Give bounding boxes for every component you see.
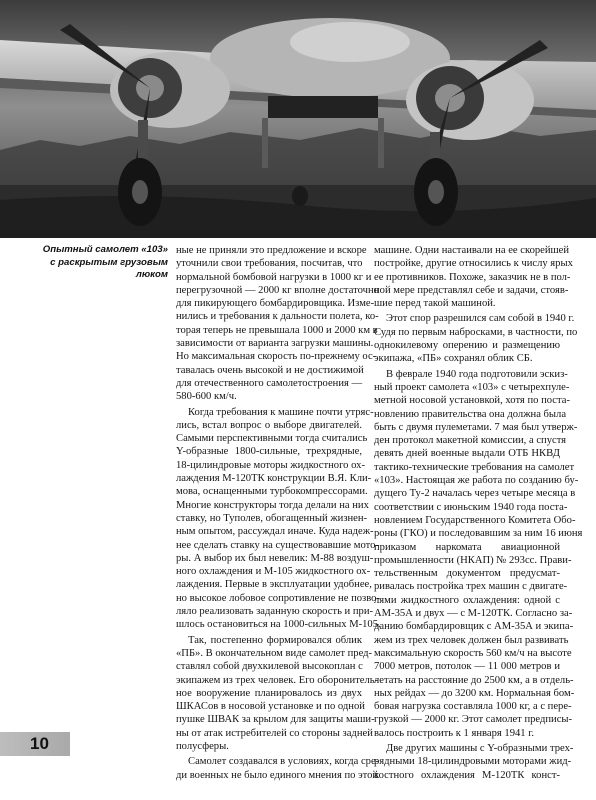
text-line: ного охлаждения и М-105 жидкостного ох- [176, 566, 371, 578]
text-line: метной носовой установкой, хотя по поста- [374, 395, 570, 407]
text-line: постройке, другие относились к числу ярых [374, 258, 573, 270]
text-line: данию бомбардировщик с АМ-35А и экипа- [374, 621, 574, 633]
text-line: ны от атак истребителей со стороны задней [176, 727, 373, 739]
text-line: ное вооружение планировалось из двух [176, 687, 362, 699]
text-line: Самолет создавался в условиях, когда сре- [188, 756, 380, 768]
text-line: летать на расстояние до 2500 км, а в отдель- [374, 674, 574, 686]
text-line: шие перед такой машиной. [374, 298, 496, 310]
text-line: ным опытом, рассуждал иначе. Куда надеж- [176, 526, 374, 538]
text-line: ставлял собой двухкилевой высокоплан с [176, 661, 363, 673]
text-line: роны (ГКО) и последовавшим за ним 16 июня [374, 528, 583, 540]
text-line: грузкой — 2000 кг. Этот самолет предписы- [374, 714, 573, 726]
text-line: жем из трех человек должен был развивать [374, 634, 569, 646]
text-line: Две других машины с Y-образными трех- [386, 742, 574, 754]
text-line: девять дней военные выдали ОТБ НКВД [374, 448, 560, 460]
text-line: ди военных не было единого мнения по этой [176, 769, 379, 781]
text-line: рядными 18-цилиндровыми моторами жид- [374, 756, 572, 768]
text-line: дущего Ту-2 началась через четыре месяца в [374, 488, 576, 500]
text-line: «103». Настоящая же работа по созданию бу- [374, 475, 579, 487]
text-line: ее противников. Похоже, заказчик не в пол- [374, 271, 571, 283]
text-line: Этот спор разрешился сам собой в 1940 г. [386, 313, 575, 325]
text-line: шлось остановиться на 1000-сильных М-105. [176, 619, 381, 631]
text-line: экипажем из трех человек. Его оборонитель- [176, 674, 379, 686]
text-line: Y-образные 1800-сильные, трехрядные, [176, 446, 362, 458]
text-line: тактико-технические требования на самолет [374, 461, 575, 473]
text-line: ривалась постройка трех машин с двигате- [374, 581, 568, 593]
text-line: уточнили свои требования, посчитав, что [176, 258, 363, 270]
text-line: экипажа, «ПБ» сохранял облик СБ. [374, 353, 533, 365]
text-line: нились и требования к дальности полета, ко- [176, 311, 379, 323]
text-line: тавалась очень высокой и не достижимой [176, 364, 364, 376]
text-line: быть с двумя пулеметами. 7 мая был утверж- [374, 421, 578, 433]
text-line: тельственным документом предусмат- [374, 568, 560, 580]
text-line: машине. Одни настаивали на ее скорейшей [374, 245, 570, 256]
text-line: ляло реализовать заданную скорость и при- [176, 606, 374, 618]
caption-line: люком [135, 269, 168, 280]
text-line: мова, оснащенными турбокомпрессорами. [176, 486, 368, 498]
aircraft-illustration [0, 0, 596, 238]
text-line: ные не приняли это предложение и вскоре [176, 245, 367, 256]
caption-line: Опытный самолет «103» [42, 244, 168, 255]
page-number: 10 [30, 734, 49, 753]
text-line: лись, встал вопрос о выборе двигателей. [176, 419, 362, 431]
text-line: костного охлаждения М-120ТК конст- [374, 769, 560, 781]
text-line: однокилевому оперению и размещению [374, 340, 560, 352]
text-line: промышленности (НКАП) № 293сс. Прави- [374, 554, 572, 566]
text-line: новлением Государственного Комитета Обо- [374, 514, 576, 526]
text-line: «ПБ». В окончательном виде самолет пред- [176, 647, 373, 659]
text-line: но высокое лобовое сопротивление не позво- [176, 592, 380, 604]
text-line: 7000 метров, потолок — 11 000 метров и [374, 661, 560, 673]
text-line: Но максимальная скорость по-прежнему ос- [176, 351, 377, 363]
text-line: максимальную скорость 560 км/ч на высоте [374, 647, 572, 659]
text-line: нормальной бомбовой нагрузки в 1000 кг и [176, 271, 372, 283]
text-line: для отечественного самолетостроения — [176, 377, 363, 389]
text-line: лями жидкостного охлаждения: одной с [374, 594, 560, 606]
text-line: пушке ШВАК за крылом для защиты маши- [176, 714, 375, 726]
text-line: ры. А выбор их был невелик: М-88 воздуш- [176, 552, 374, 564]
text-line: для пикирующего бомбардировщика. Изме- [176, 298, 375, 310]
aircraft-photo [0, 0, 596, 238]
text-column-left [176, 244, 381, 782]
text-line: Так, постепенно формировался облик [188, 634, 362, 646]
text-line: Когда требования к машине почти утряс- [188, 406, 374, 418]
text-line: Самыми перспективными тогда считались [176, 433, 368, 445]
text-line: 18-цилиндровые моторы жидкостного ох- [176, 459, 365, 471]
caption-line: с раскрытым грузовым [50, 256, 168, 268]
text-line: перегрузочной — 2000 кг вполне достаточно [176, 284, 379, 296]
text-line: АМ-35А и двух — с М-120ТК. Согласно за- [374, 608, 573, 620]
photo-caption [40, 244, 168, 282]
text-line: зависимости от варианта загрузки машины. [176, 338, 374, 350]
text-line: новлению правительства она должна была [374, 408, 567, 420]
text-line: Судя по первым набросками, в частности, по [374, 326, 578, 338]
text-line: лаждения. Первые в эксплуатации удобнее, [176, 579, 372, 591]
text-line: соответствии с июньским 1940 года поста- [374, 501, 568, 513]
text-line: 580-600 км/ч. [176, 391, 237, 403]
text-line: ный проект самолета «103» с четырехпуле- [374, 381, 570, 393]
text-line: нее сделать ставку на существовавшие мото- [176, 539, 379, 551]
text-line: ных рейдах — до 3200 км. Нормальная бом- [374, 687, 575, 699]
text-line: ставку, но Туполев, обогащенный жизнен- [176, 512, 368, 524]
text-line: Многие конструкторы тогда делали на них [176, 499, 369, 511]
text-line: валось построить к 1 января 1941 г. [374, 727, 535, 739]
text-line: бовая нагрузка составляла 1000 кг, а с пере- [374, 701, 572, 713]
text-line: В феврале 1940 года подготовили эскиз- [386, 368, 568, 380]
text-line: лаждения М-120ТК конструкции В.Я. Кли- [176, 473, 372, 485]
text-column-right [374, 244, 583, 782]
text-line: торая теперь не превышала 1000 и 2000 км в [176, 324, 378, 336]
text-line: ШКАСов в носовой установке и по одной [176, 701, 365, 713]
text-line: полусферы. [176, 740, 229, 752]
text-line: ден протокол макетной комиссии, а спустя [374, 435, 567, 447]
text-line: приказом наркомата авиационной [374, 541, 560, 553]
text-line: ной мере представлял себе и задачи, стояв- [374, 284, 569, 296]
